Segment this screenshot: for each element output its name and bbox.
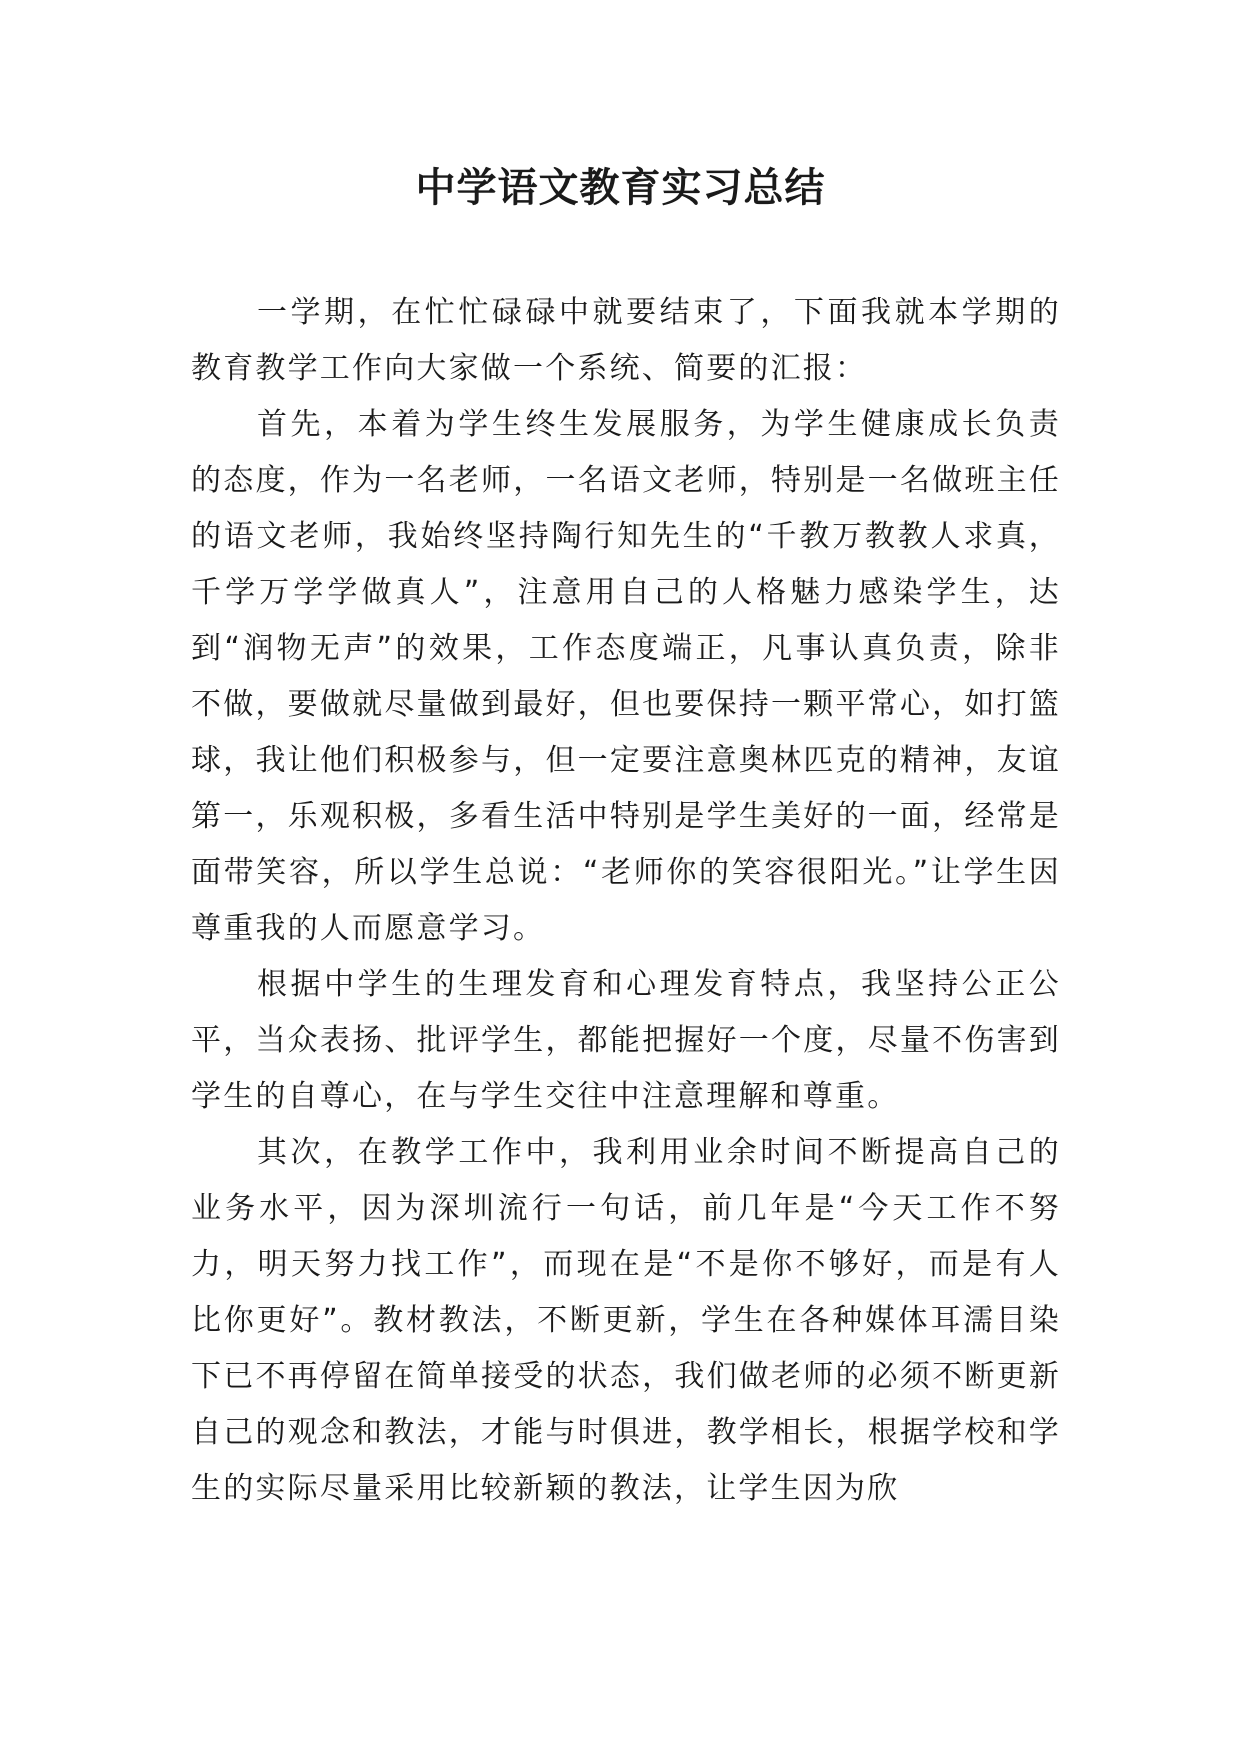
paragraph-1: 一学期，在忙忙碌碌中就要结束了，下面我就本学期的教育教学工作向大家做一个系统、简要的汇报：: [191, 295, 1061, 386]
document-title: 中学语文教育实习总结: [415, 164, 826, 211]
paragraph-3: 根据中学生的生理发育和心理发育特点，我坚持公正公平，当众表扬、批评学生，都能把握好一个度，尽量不伤害到学生的自尊心，在与学生交往中注意理解和尊重。: [191, 967, 1061, 1114]
paragraph-4: 其次，在教学工作中，我利用业余时间不断提高自己的业务水平，因为深圳流行一句话，前几年是“今天工作不努力，明天努力找工作”，而现在是“不是你不够好，而是有人比你更好”。教材教法，不断更新，学生在各种媒体耳濡目染下已不再停留在简单接受的状态，我们做老师的必须不断更新自己的观念和教法，才能与时俱进，教学相长，根据学校和学生的实际尽量采用比较新颖的教法，让学生因为欣: [191, 1135, 1061, 1506]
paragraph-2: 首先，本着为学生终生发展服务，为学生健康成长负责的态度，作为一名老师，一名语文老师，特别是一名做班主任的语文老师，我始终坚持陶行知先生的“千教万教教人求真，千学万学学做真人”，注意用自己的人格魅力感染学生，达到“润物无声”的效果，工作态度端正，凡事认真负责，除非不做，要做就尽量做到最好，但也要保持一颗平常心，如打篮球，我让他们积极参与，但一定要注意奥林匹克的精神，友谊第一，乐观积极，多看生活中特别是学生美好的一面，经常是面带笑容，所以学生总说：“老师你的笑容很阳光。”让学生因尊重我的人而愿意学习。: [191, 407, 1061, 946]
document-body: [191, 285, 1061, 1517]
